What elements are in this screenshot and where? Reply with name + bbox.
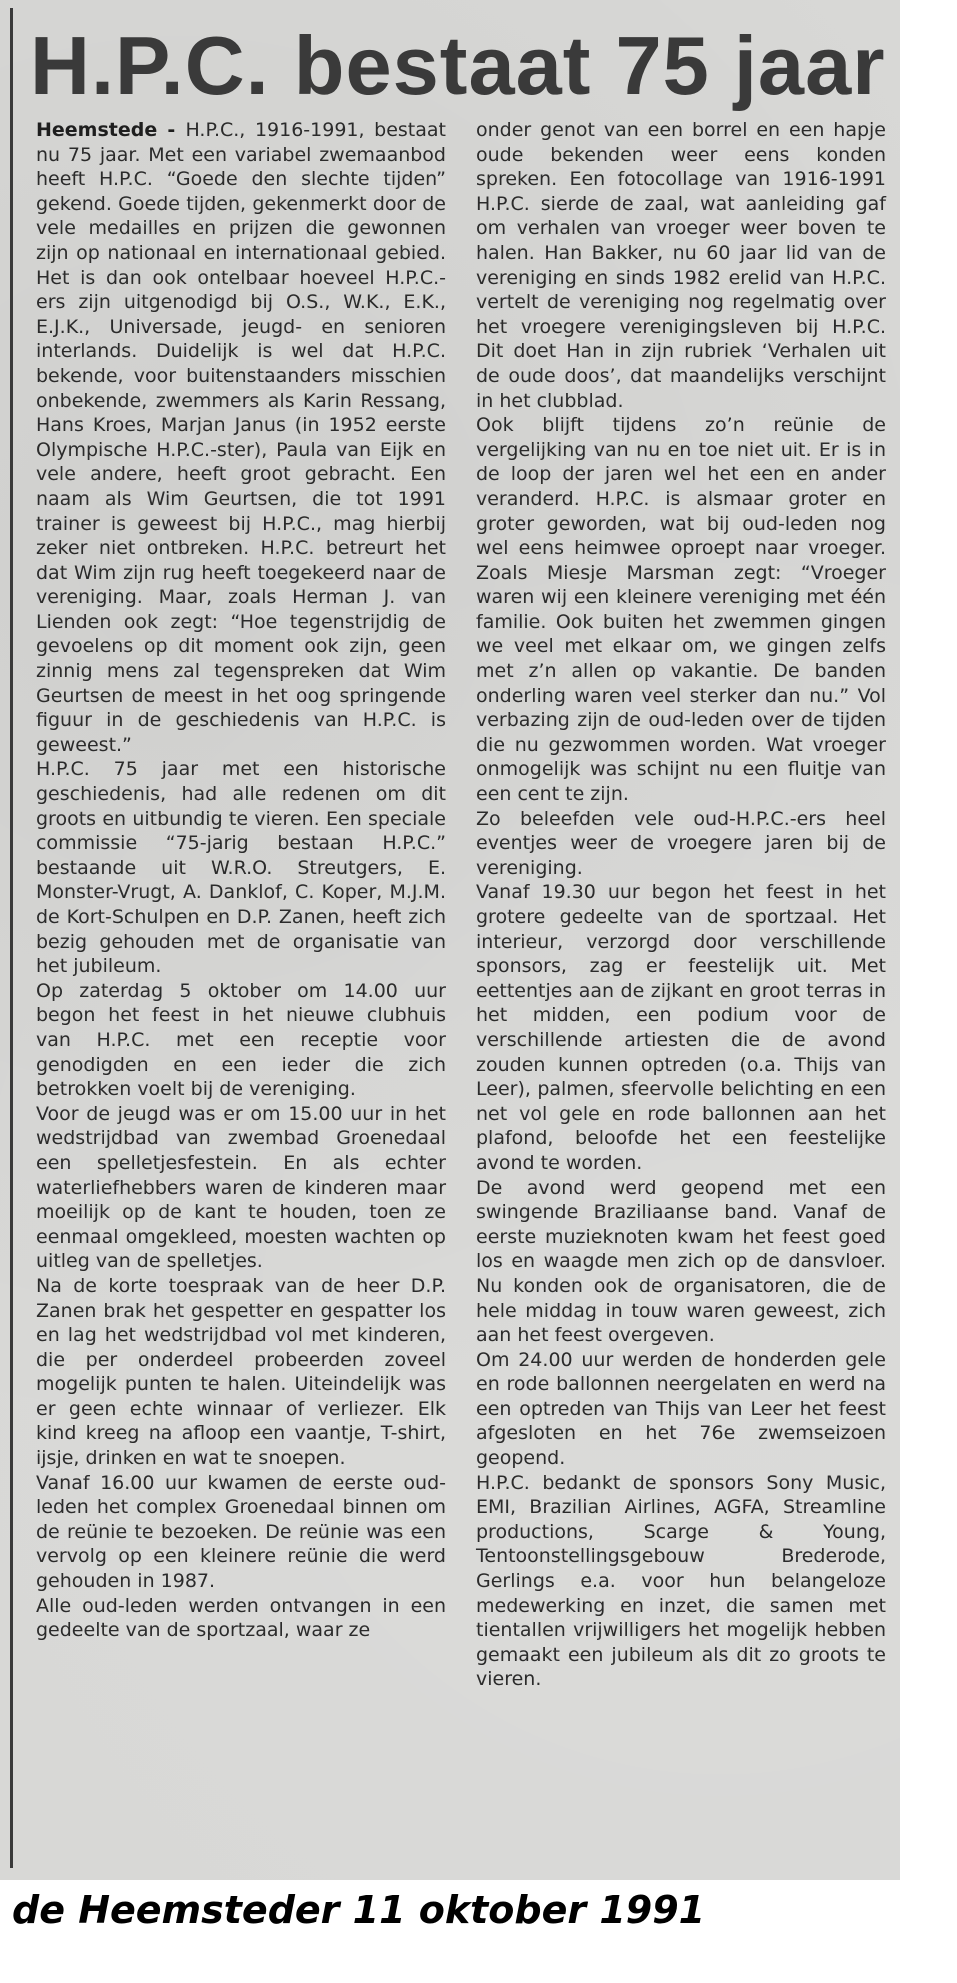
article-headline: H.P.C. bestaat 75 jaar [30, 19, 886, 112]
article-paragraph: Ook blijft tijdens zo’n reünie de vergelijking van nu en toe niet uit. Er is in de loop der jaren wel het een en ander veranderd. H.P.C. is alsmaar groter en groter geworden, wat bij oud-leden nog wel eens heimwee oproept naar vroeger. Zoals Miesje Marsman zegt: “Vroeger waren wij een kleinere vereniging met één familie. Ook buiten het zwemmen gingen we veel met elkaar om, we gingen zelfs met z’n allen op vakantie. De banden onderling waren veel sterker dan nu.” Vol verbazing zijn de oud-leden over de tijden die nu gezwommen worden. Wat vroeger onmogelijk was schijnt nu een fluitje van een cent te zijn. [476, 414, 886, 806]
article-paragraph [36, 118, 446, 757]
article-paragraph: Na de korte toespraak van de heer D.P. Zanen brak het gespetter en gespatter los en lag het wedstrijdbad vol met kinderen, die per onderdeel probeerden zoveel mogelijk punten te halen. Uiteindelijk was er geen echte winnaar of verliezer. Elk kind kreeg na afloop een vaantje, T-shirt, ijsje, drinken en wat te snoepen. [36, 1274, 446, 1470]
source-caption: de Heemsteder 11 oktober 1991 [12, 1888, 706, 1932]
article-paragraph: H.P.C. 75 jaar met een historische geschiedenis, had alle redenen om dit groots en uitbundig te vieren. Een speciale commissie “75-jarig bestaan H.P.C.” bestaande uit W.R.O. Streutgers, E. Monster-Vrugt, A. Danklof, C. Koper, M.J.M. de Kort-Schulpen en D.P. Zanen, heeft zich bezig gehouden met de organisatie van het jubileum. [36, 758, 446, 978]
article-paragraph: Zo beleefden vele oud-H.P.C.-ers heel eventjes weer de vroegere jaren bij de vereniging. [476, 807, 886, 879]
article-paragraph: H.P.C. bedankt de sponsors Sony Music, EMI, Brazilian Airlines, AGFA, Streamline productions, Scarge & Young, Tentoonstellingsgebouw Brederode, Gerlings e.a. voor hun belangeloze medewerking en inzet, die samen met tientallen vrijwilligers het mogelijk hebben gemaakt een jubileum als dit zo groots te vieren. [476, 1471, 886, 1691]
article-paragraph: onder genot van een borrel en een hapje oude bekenden weer eens konden spreken. Een fotocollage van 1916-1991 H.P.C. sierde de zaal, wat aanleiding gaf om verhalen van vroeger weer boven te halen. Han Bakker, nu 60 jaar lid van de vereniging en sinds 1982 erelid van H.P.C. vertelt de vereniging nog regelmatig over het vroegere verenigingsleven bij H.P.C. Dit doet Han in zijn rubriek ‘Verhalen uit de oude doos’, dat maandelijks verschijnt in het clubblad. [476, 119, 886, 412]
paragraph-text: H.P.C., 1916-1991, bestaat nu 75 jaar. Met een variabel zwemaanbod heeft H.P.C. “Goede den slechte tijden” gekend. Goede tijden, gekenmerkt door de vele medailles en prijzen die gewonnen zijn op nationaal en internationaal gebied. Het is dan ook ontelbaar hoeveel H.P.C.-ers zijn uitgenodigd bij O.S., W.K., E.K., E.J.K., Universade, jeugd- en senioren interlands. Duidelijk is wel dat H.P.C. bekende, voor buitenstaanders misschien onbekende, zwemmers als Karin Ressang, Hans Kroes, Marjan Janus (in 1952 eerste Olympische H.P.C.-ster), Paula van Eijk en vele andere, heeft groot gebracht. Een naam als Wim Geurtsen, die tot 1991 trainer is geweest bij H.P.C., mag hierbij zeker niet ontbreken. H.P.C. betreurt het dat Wim zijn rug heeft toegekeerd naar de vereniging. Maar, zoals Herman J. van Lienden ook zegt: “Hoe tegenstrijdig de gevoelens op dit moment ook zijn, geen zinnig mens zal tegenspreken dat Wim Geurtsen de meest in het oog springende figuur in de geschiedenis van H.P.C. is geweest.” [36, 119, 446, 756]
article-column-left [36, 118, 446, 1643]
article-paragraph: Op zaterdag 5 oktober om 14.00 uur begon het feest in het nieuwe clubhuis van H.P.C. met een receptie voor genodigden en een ieder die zich betrokken voelt bij de vereniging. [36, 979, 446, 1101]
article-paragraph: De avond werd geopend met een swingende Braziliaanse band. Vanaf de eerste muzieknoten kwam het feest goed los en waagde men zich op de dansvloer. Nu konden ook de organisatoren, die de hele middag in touw waren geweest, zich aan het feest overgeven. [476, 1176, 886, 1347]
dateline: Heemstede - [36, 119, 186, 141]
article-paragraph: Vanaf 19.30 uur begon het feest in het grotere gedeelte van de sportzaal. Het interieur, verzorgd door verschillende sponsors, zag er feestelijk uit. Met eettentjes aan de zijkant en groot terras in het midden, een podium voor de verschillende artiesten die de avond zouden kunnen optreden (o.a. Thijs van Leer), palmen, sfeervolle belichting en een net vol gele en rode ballonnen aan het plafond, beloofde het een feestelijke avond te worden. [476, 881, 886, 1174]
article-paragraph: Alle oud-leden werden ontvangen in een gedeelte van de sportzaal, waar ze [36, 1594, 446, 1642]
article-paragraph: Om 24.00 uur werden de honderden gele en rode ballonnen neergelaten en werd na een optreden van Thijs van Leer het feest afgesloten en het 76e zwemseizoen geopend. [476, 1348, 886, 1470]
article-paragraph: Voor de jeugd was er om 15.00 uur in het wedstrijdbad van zwembad Groenedaal een spelletjesfestein. En als echter waterliefhebbers waren de kinderen maar moeilijk op de kant te houden, toen ze eenmaal omgekleed, moesten wachten op uitleg van de spelletjes. [36, 1102, 446, 1273]
column-rule [10, 8, 13, 1868]
article-column-right [476, 118, 886, 1692]
article-paragraph: Vanaf 16.00 uur kwamen de eerste oud-leden het complex Groenedaal binnen om de reünie te bezoeken. De reünie was een vervolg op een kleinere reünie die werd gehouden in 1987. [36, 1471, 446, 1593]
